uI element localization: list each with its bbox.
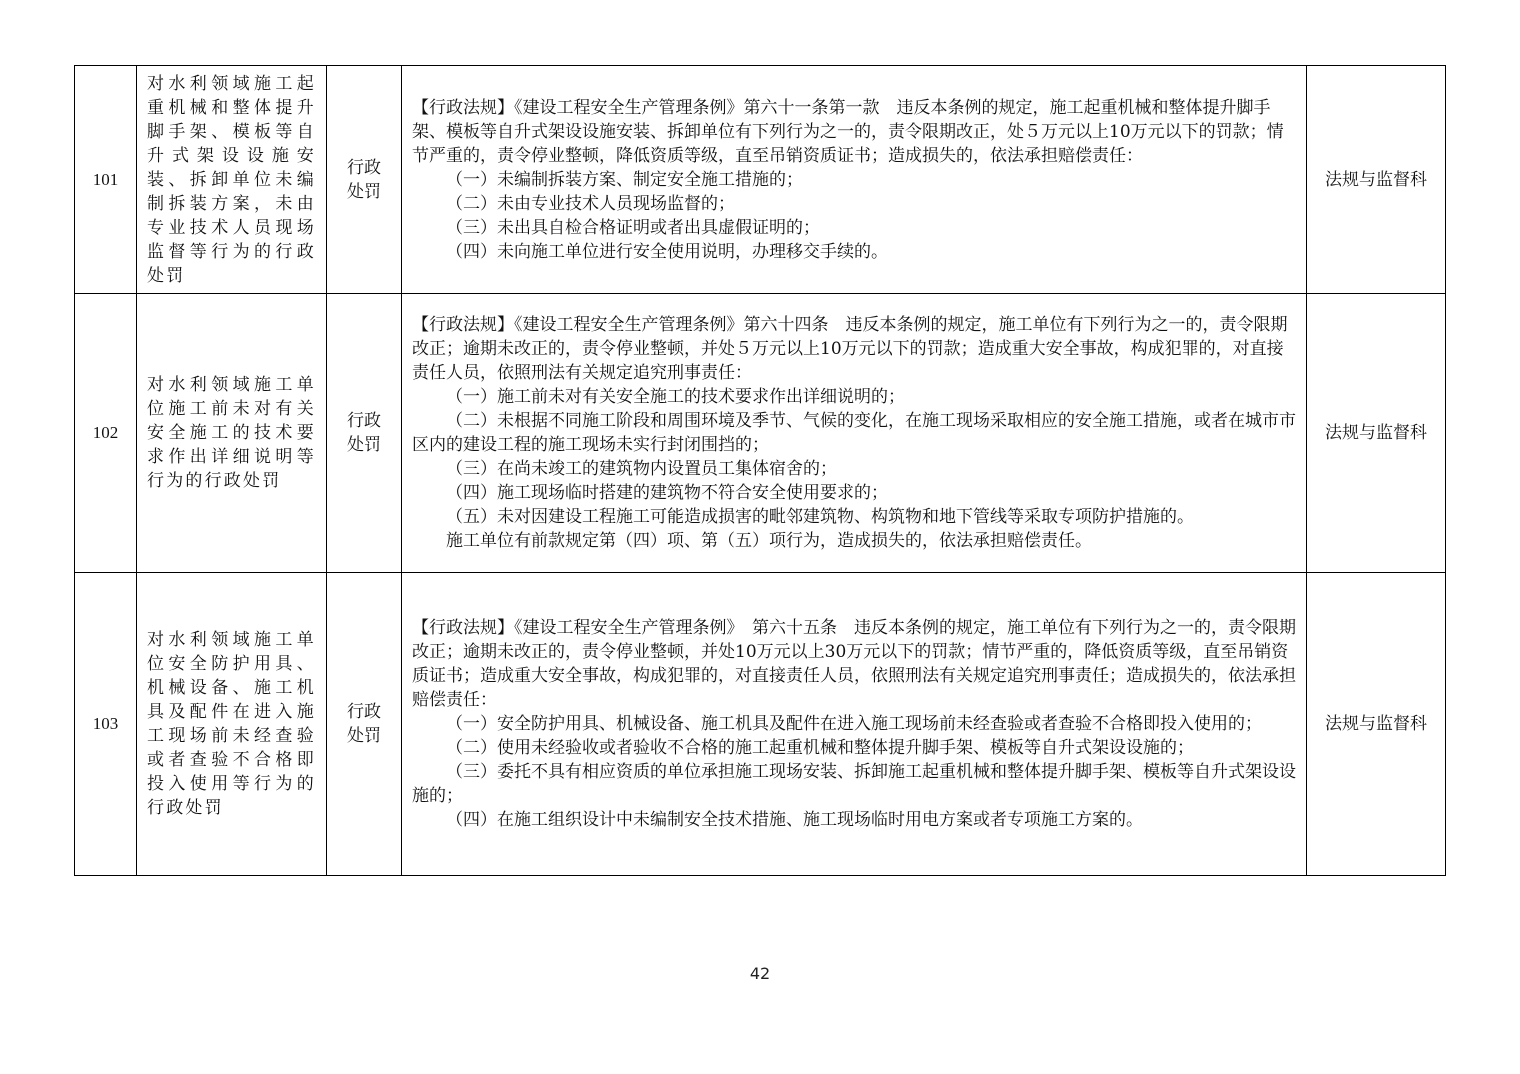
item-type: 行政处罚 <box>327 573 402 876</box>
item-number: 103 <box>75 573 137 876</box>
basis-paragraph: （二）使用未经验收或者验收不合格的施工起重机械和整体提升脚手架、模板等自升式架设设施的； <box>446 738 1194 758</box>
basis-paragraph: （四）未向施工单位进行安全使用说明，办理移交手续的。 <box>446 241 888 262</box>
legal-basis <box>402 294 1307 573</box>
basis-paragraph: （三）委托不具有相应资质的单位承担施工现场安装、拆卸施工起重机械和整体提升脚手架、模板等自升式架设设施的； <box>412 762 1296 806</box>
legal-basis <box>402 66 1307 294</box>
responsible-department: 法规与监督科 <box>1307 66 1446 294</box>
basis-paragraph: （一）未编制拆装方案、制定安全施工措施的； <box>446 169 803 190</box>
responsible-department: 法规与监督科 <box>1307 294 1446 573</box>
item-type: 行政处罚 <box>327 294 402 573</box>
responsible-department: 法规与监督科 <box>1307 573 1446 876</box>
penalty-items-table <box>74 65 1446 876</box>
basis-paragraph: （二）未由专业技术人员现场监督的； <box>446 193 735 214</box>
item-number: 101 <box>75 66 137 294</box>
basis-paragraph: （一）施工前未对有关安全施工的技术要求作出详细说明的； <box>446 387 905 407</box>
basis-paragraph: 【行政法规】《建设工程安全生产管理条例》第六十四条 违反本条例的规定，施工单位有下列行为之一的，责令限期改正；逾期未改正的，责令停业整顿，并处５万元以上10万元以下的罚款；造成重大安全事故，构成犯罪的，对直接责任人员，依照刑法有关规定追究刑事责任： <box>412 315 1288 383</box>
page-number: 42 <box>749 964 771 983</box>
item-name: 对水利领域施工单位安全防护用具、机械设备、施工机具及配件在进入施工现场前未经查验或者查验不合格即投入使用等行为的行政处罚 <box>137 573 327 876</box>
basis-paragraph: 【行政法规】《建设工程安全生产管理条例》 第六十五条 违反本条例的规定，施工单位有下列行为之一的，责令限期改正；逾期未改正的，责令停业整顿，并处10万元以上30万元以下的罚款；情节严重的，降低资质等级，直至吊销资质证书；造成重大安全事故，构成犯罪的，对直接责任人员，依照刑法有关规定追究刑事责任；造成损失的，依法承担赔偿责任： <box>412 618 1296 710</box>
table-row <box>75 573 1446 876</box>
basis-paragraph: （三）未出具自检合格证明或者出具虚假证明的； <box>446 217 820 238</box>
item-number: 102 <box>75 294 137 573</box>
item-name: 对水利领域施工起重机械和整体提升脚手架、模板等自升式架设设施安装、拆卸单位未编制拆装方案，未由专业技术人员现场监督等行为的行政处罚 <box>137 66 327 294</box>
basis-paragraph: （五）未对因建设工程施工可能造成损害的毗邻建筑物、构筑物和地下管线等采取专项防护措施的。 <box>446 507 1194 527</box>
basis-paragraph: （二）未根据不同施工阶段和周围环境及季节、气候的变化，在施工现场采取相应的安全施工措施，或者在城市市区内的建设工程的施工现场未实行封闭围挡的； <box>412 411 1296 455</box>
basis-paragraph: （四）在施工组织设计中未编制安全技术措施、施工现场临时用电方案或者专项施工方案的。 <box>446 810 1143 830</box>
basis-paragraph: （四）施工现场临时搭建的建筑物不符合安全使用要求的； <box>446 483 888 503</box>
basis-paragraph: 施工单位有前款规定第（四）项、第（五）项行为，造成损失的，依法承担赔偿责任。 <box>446 531 1092 551</box>
item-name: 对水利领域施工单位施工前未对有关安全施工的技术要求作出详细说明等行为的行政处罚 <box>137 294 327 573</box>
legal-basis <box>402 573 1307 876</box>
basis-paragraph: （一）安全防护用具、机械设备、施工机具及配件在进入施工现场前未经查验或者查验不合格即投入使用的； <box>446 714 1262 734</box>
table-row <box>75 294 1446 573</box>
table-row <box>75 66 1446 294</box>
item-type: 行政处罚 <box>327 66 402 294</box>
basis-paragraph: 【行政法规】《建设工程安全生产管理条例》第六十一条第一款 违反本条例的规定，施工起重机械和整体提升脚手架、模板等自升式架设设施安装、拆卸单位有下列行为之一的，责令限期改正，处５万元以上10万元以下的罚款；情节严重的，责令停业整顿，降低资质等级，直至吊销资质证书；造成损失的，依法承担赔偿责任： <box>412 97 1284 166</box>
basis-paragraph: （三）在尚未竣工的建筑物内设置员工集体宿舍的； <box>446 459 837 479</box>
